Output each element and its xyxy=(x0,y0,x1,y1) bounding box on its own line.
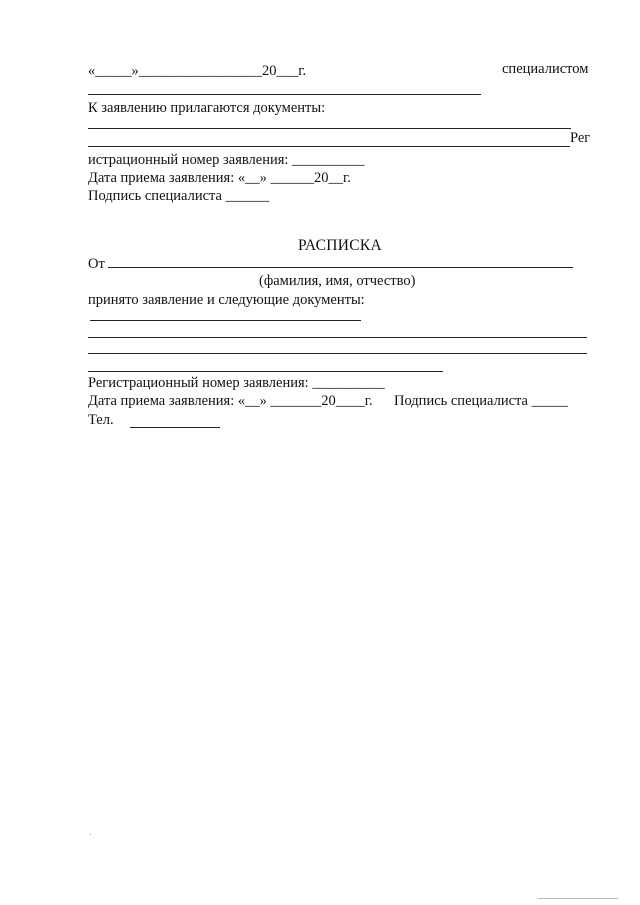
receipt-reg-number: Регистрационный номер заявления: __________ xyxy=(88,375,385,391)
signature-line: Подпись специалиста ______ xyxy=(88,188,270,204)
scan-edge-mark xyxy=(538,898,618,899)
from-label: От xyxy=(88,256,105,272)
doc-line-c xyxy=(88,353,587,354)
phone-label: Тел. xyxy=(88,412,114,428)
reg-fragment: Рег xyxy=(570,130,591,146)
date-received-line: Дата приема заявления: «__» ______20__г. xyxy=(88,170,351,186)
receipt-signature: Подпись специалиста _____ xyxy=(394,393,568,409)
receipt-date-received: Дата приема заявления: «__» _______20____г. xyxy=(88,393,373,409)
name-hint: (фамилия, имя, отчество) xyxy=(259,273,416,289)
reg-number-line: истрационный номер заявления: __________ xyxy=(88,152,365,168)
doc-line-d xyxy=(88,371,443,372)
receipt-title: РАСПИСКА xyxy=(298,237,383,254)
date-line: «_____»_________________20___г. xyxy=(88,63,307,79)
underline-1 xyxy=(88,94,481,95)
attached-docs-label: К заявлению прилагаются документы: xyxy=(88,100,326,116)
doc-line-2 xyxy=(88,146,570,147)
from-line xyxy=(108,267,573,268)
doc-line-b xyxy=(88,337,587,338)
scan-speck xyxy=(90,834,91,835)
specialist-word: специалистом xyxy=(502,61,589,77)
doc-line-a xyxy=(90,320,361,321)
accepted-label: принято заявление и следующие документы: xyxy=(88,292,365,308)
phone-line xyxy=(130,427,220,428)
doc-line-1 xyxy=(88,128,571,129)
